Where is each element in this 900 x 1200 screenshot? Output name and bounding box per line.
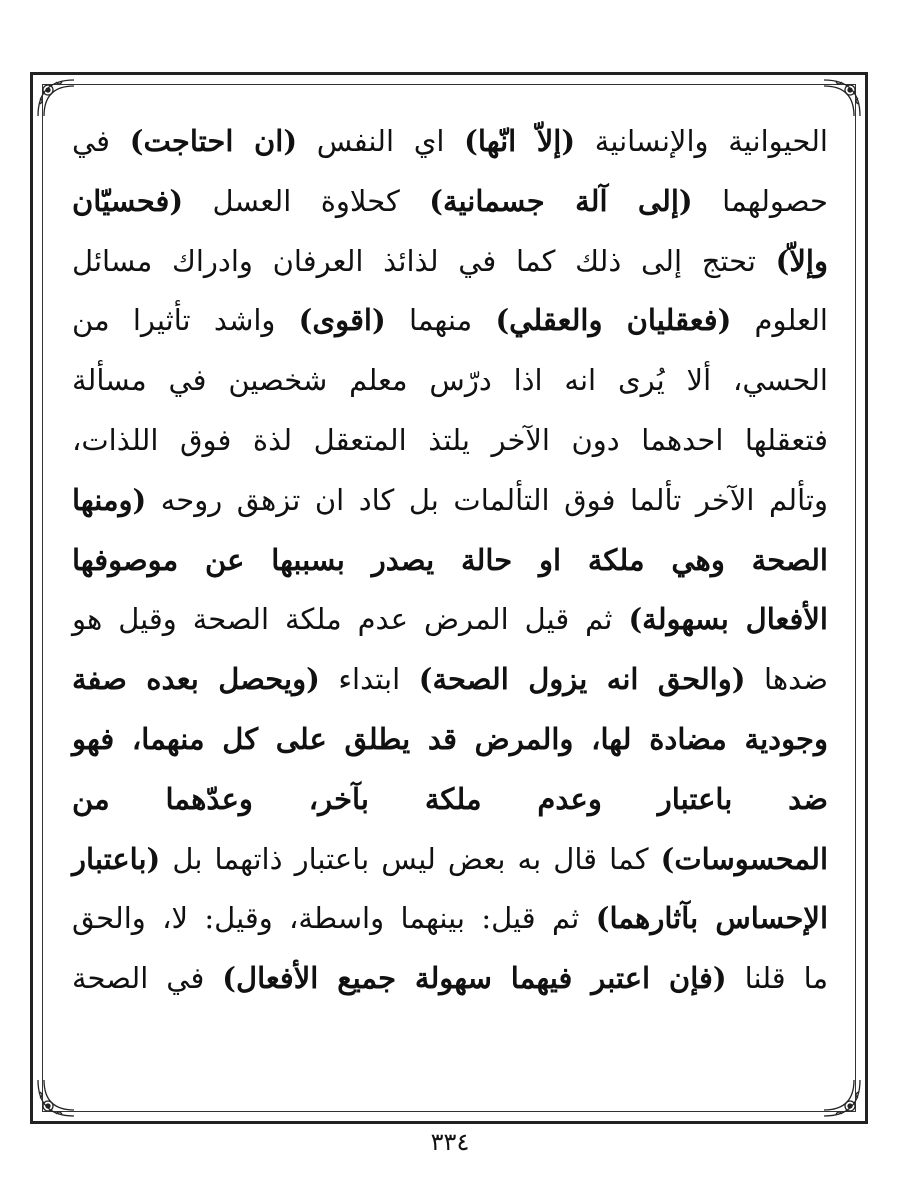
matn-text: الإحساس بآثارهما) (595, 901, 828, 936)
corner-ornament-bottom-left (34, 1076, 78, 1120)
text-line (72, 531, 828, 591)
text-line (72, 590, 828, 650)
matn-text: (إلاّ انّها) (464, 124, 576, 158)
sharh-text: ابتداء (319, 662, 419, 697)
matn-text: (فعقليان والعقلي) (495, 303, 732, 338)
matn-text: (ويحصل بعده صفة (72, 662, 320, 697)
text-line (72, 411, 828, 471)
matn-text: الأفعال بسهولة) (628, 602, 828, 637)
sharh-text: في (72, 124, 130, 158)
matn-text: (فإن اعتبر فيهما سهولة جميع الأفعال) (222, 961, 727, 996)
sharh-text: ثم قيل المرض عدم ملكة الصحة وقيل هو (72, 602, 629, 637)
text-line (72, 889, 828, 949)
sharh-text: الحيوانية والإنسانية (575, 124, 828, 158)
matn-text: (إلى آلة جسمانية) (429, 183, 693, 218)
sharh-text: حصولهما (692, 183, 828, 218)
sharh-text: منهما (385, 303, 496, 338)
sharh-text: تحتج إلى ذلك كما في لذائذ العرفان وادراك مسائل (72, 243, 776, 278)
matn-text: (والحق انه يزول الصحة) (418, 662, 746, 697)
text-line (72, 949, 828, 1009)
body-text (72, 112, 828, 1009)
matn-text: (ان احتاجت) (129, 124, 298, 158)
sharh-text: واشد تأثيرا من (72, 303, 299, 338)
matn-text: الصحة وهي ملكة او حالة يصدر بسببها عن موصوفها (72, 542, 828, 577)
sharh-text: وتألم الآخر تألما فوق التألمات بل كاد ان تزهق روحه (146, 482, 828, 517)
text-line (72, 710, 828, 770)
text-line (72, 172, 828, 232)
corner-ornament-bottom-right (820, 1076, 864, 1120)
matn-text: المحسوسات) (660, 841, 828, 876)
matn-text: وجودية مضادة لها، والمرض قد يطلق على كل منهما، فهو (72, 721, 828, 756)
sharh-text: كما قال به بعض ليس باعتبار ذاتهما بل (160, 841, 661, 876)
sharh-text: الحسي، ألا يُرى انه اذا درّس معلم شخصين في مسألة (72, 363, 828, 398)
sharh-text: ضدها (745, 662, 828, 697)
sharh-text: في الصحة (72, 961, 223, 996)
text-line (72, 471, 828, 531)
text-line (72, 770, 828, 830)
matn-text: ضد باعتبار وعدم ملكة بآخر، وعدّهما من (72, 781, 828, 816)
matn-text: (فحسيّان (72, 183, 184, 218)
matn-text: (باعتبار (72, 841, 161, 876)
text-line (72, 291, 828, 351)
sharh-text: العلوم (731, 303, 828, 338)
sharh-text: ما قلنا (726, 961, 829, 996)
sharh-text: ثم قيل: بينهما واسطة، وقيل: لا، والحق (72, 901, 596, 936)
text-line (72, 650, 828, 710)
matn-text: (اقوى) (298, 303, 386, 338)
sharh-text: فتعقلها احدهما دون الآخر يلتذ المتعقل لذة فوق اللذات، (72, 422, 828, 457)
sharh-text: اي النفس (297, 124, 465, 158)
text-line (72, 112, 828, 172)
text-line (72, 232, 828, 292)
matn-text: (ومنها (72, 482, 147, 517)
matn-text: وإلاّ) (775, 243, 828, 278)
text-line (72, 351, 828, 411)
sharh-text: كحلاوة العسل (183, 183, 430, 218)
page-number: ٣٣٤ (430, 1128, 470, 1156)
text-line (72, 830, 828, 890)
